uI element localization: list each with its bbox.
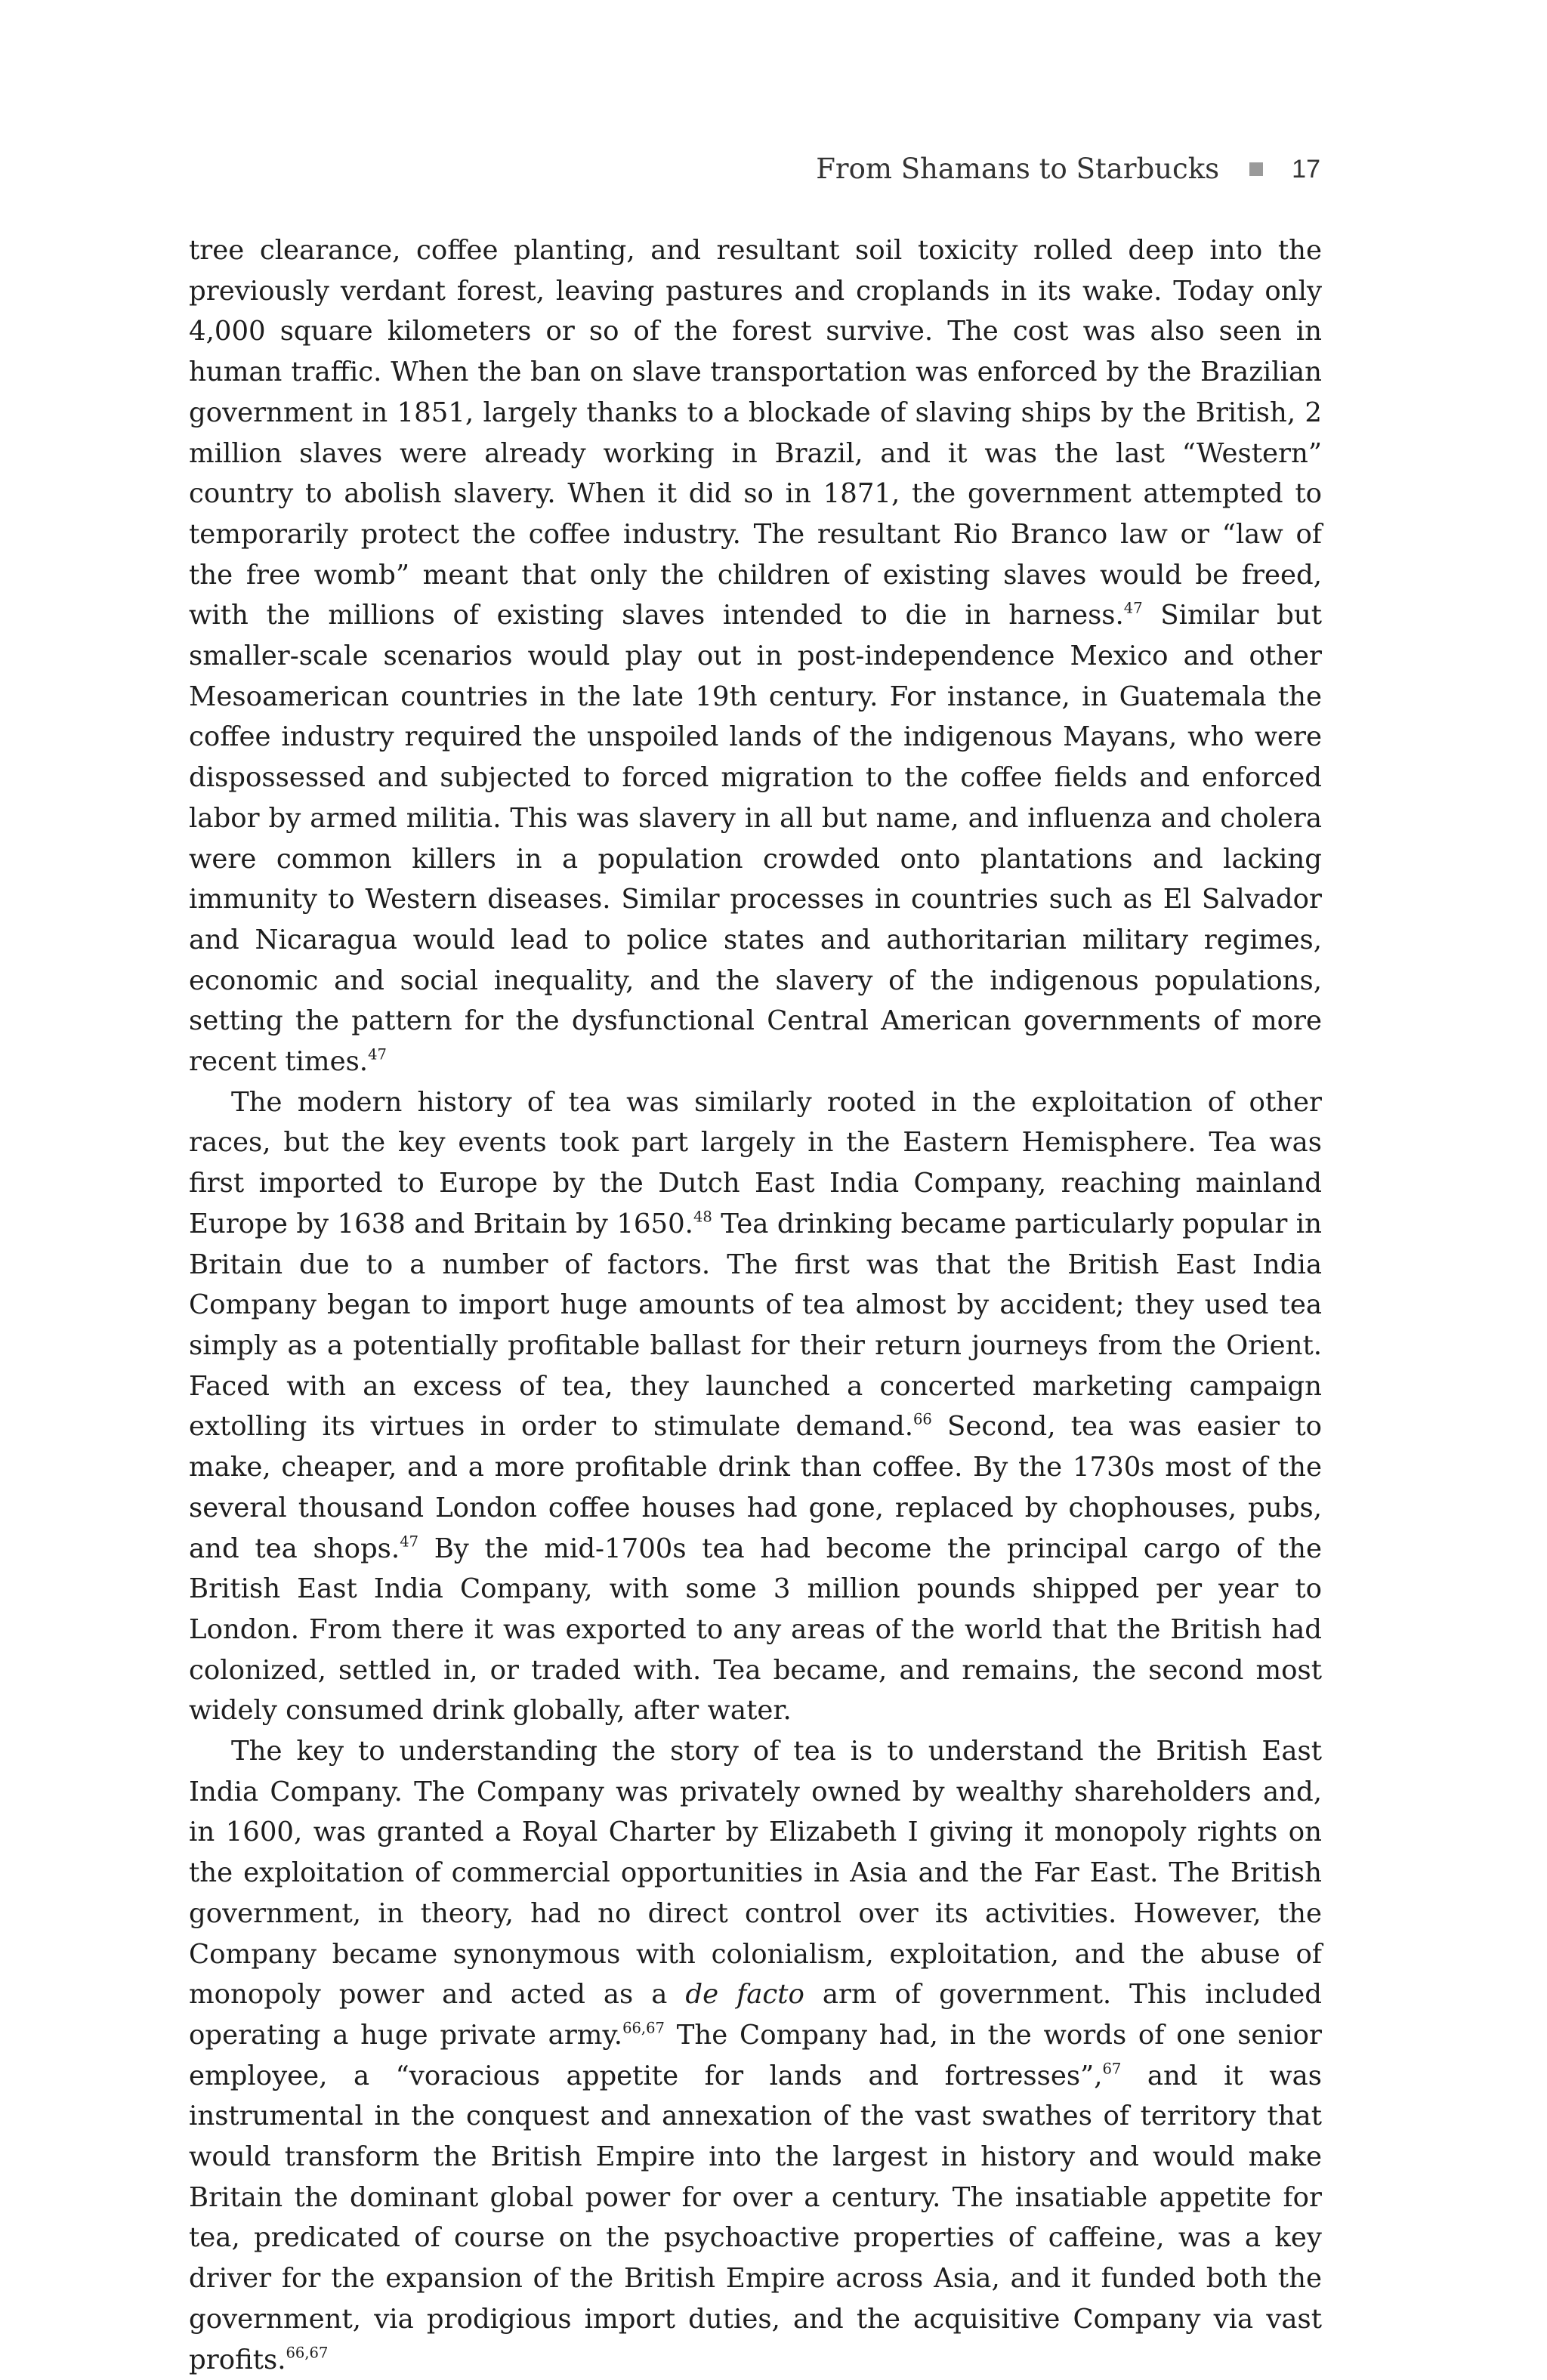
citation-superscript: 66,67 [622, 2019, 665, 2037]
page-number: 17 [1292, 155, 1320, 184]
paragraph [189, 230, 1322, 1082]
paragraph-text: Second, tea was easier to make, cheaper, and a more profitable drink than coffee. By the 1730s most of the several thousand London coffee houses had gone, replaced by chophouses, pubs, and tea shops. [189, 1411, 1322, 1564]
paragraph-text: arm of government. This included operating a huge private army. [189, 1979, 1323, 2051]
paragraph-text: The Company had, in the words of one senior employee, a “voracious appetite for lands and fortresses”, [189, 2019, 1322, 2091]
square-separator-icon [1249, 162, 1263, 176]
paragraph-text: Tea drinking became particularly popular in Britain due to a number of factors. The first was that the British East India Company began to import huge amounts of tea almost by accident; they used tea simply as a potentially profitable ballast for their return journeys from the Orient. Faced with an excess of tea, they launched a concerted marketing campaign extolling its virtues in order to stimulate demand. [189, 1208, 1322, 1443]
citation-superscript: 67 [1102, 2060, 1122, 2077]
paragraph-text: The modern history of tea was similarly rooted in the exploitation of other races, but the key events took part largely in the Eastern Hemisphere. Tea was first imported to Europe by the Dutch East India Company, reaching mainland Europe by 1638 and Britain by 1650. [189, 1086, 1322, 1239]
citation-superscript: 48 [693, 1208, 712, 1226]
running-head-title: From Shamans to Starbucks [816, 153, 1220, 185]
paragraph-text: and it was instrumental in the conquest and annexation of the vast swathes of territory that would transform the British Empire into the largest in history and would make Britain the dominant global power for over a century. The insatiable appetite for tea, predicated of course on the psychoactive properties of caffeine, was a key driver for the expansion of the British Empire across Asia, and it funded both the government, via prodigious import duties, and the acquisitive Company via vast profits. [189, 2060, 1322, 2375]
citation-superscript: 66,67 [286, 2343, 329, 2361]
body-text [189, 230, 1322, 2380]
paragraph [189, 1082, 1322, 1731]
citation-superscript: 66 [912, 1410, 932, 1428]
paragraph-text: The key to understanding the story of tea is to understand the British East India Company. The Company was privately owned by wealthy shareholders and, in 1600, was granted a Royal Charter by Elizabeth I giving it monopoly rights on the exploitation of commercial opportunities in Asia and the Far East. The British government, in theory, had no direct control over its activities. However, the Company became synonymous with colonialism, exploitation, and the abuse of monopoly power and acted as a [189, 1736, 1322, 2011]
paragraph-text: By the mid-1700s tea had become the principal cargo of the British East India Company, with some 3 million pounds shipped per year to London. From there it was exported to any areas of the world that the British had colonized, settled in, or traded with. Tea became, and remains, the second most widely consumed drink globally, after water. [189, 1533, 1323, 1727]
paragraph-text: tree clearance, coffee planting, and resultant soil toxicity rolled deep into the previously verdant forest, leaving pastures and croplands in its wake. Today only 4,000 square kilometers or so of the forest survive. The cost was also seen in human traffic. When the ban on slave transportation was enforced by the Brazilian government in 1851, largely thanks to a blockade of slaving ships by the British, 2 million slaves were already working in Brazil, and it was the last “Western” country to abolish slavery. When it did so in 1871, the government attempted to temporarily protect the coffee industry. The resultant Rio Branco law or “law of the free womb” meant that only the children of existing slaves would be freed, with the millions of existing slaves intended to die in harness. [189, 235, 1322, 631]
citation-superscript: 47 [400, 1532, 419, 1550]
running-head [816, 148, 1320, 190]
italic-phrase: de facto [685, 1979, 804, 2011]
paragraph [189, 1731, 1322, 2380]
paragraph-text: Similar but smaller-scale scenarios would play out in post-independence Mexico and other Mesoamerican countries in the late 19th century. For instance, in Guatemala the coffee industry required the unspoiled lands of the indigenous Mayans, who were dispossessed and subjected to forced migration to the coffee fields and enforced labor by armed militia. This was slavery in all but name, and influenza and cholera were common killers in a population crowded onto plantations and lacking immunity to Western diseases. Similar processes in countries such as El Salvador and Nicaragua would lead to police states and authoritarian military regimes, economic and social inequality, and the slavery of the indigenous populations, setting the pattern for the dysfunctional Central American governments of more recent times. [189, 600, 1322, 1078]
citation-superscript: 47 [368, 1045, 387, 1063]
citation-superscript: 47 [1123, 599, 1143, 617]
